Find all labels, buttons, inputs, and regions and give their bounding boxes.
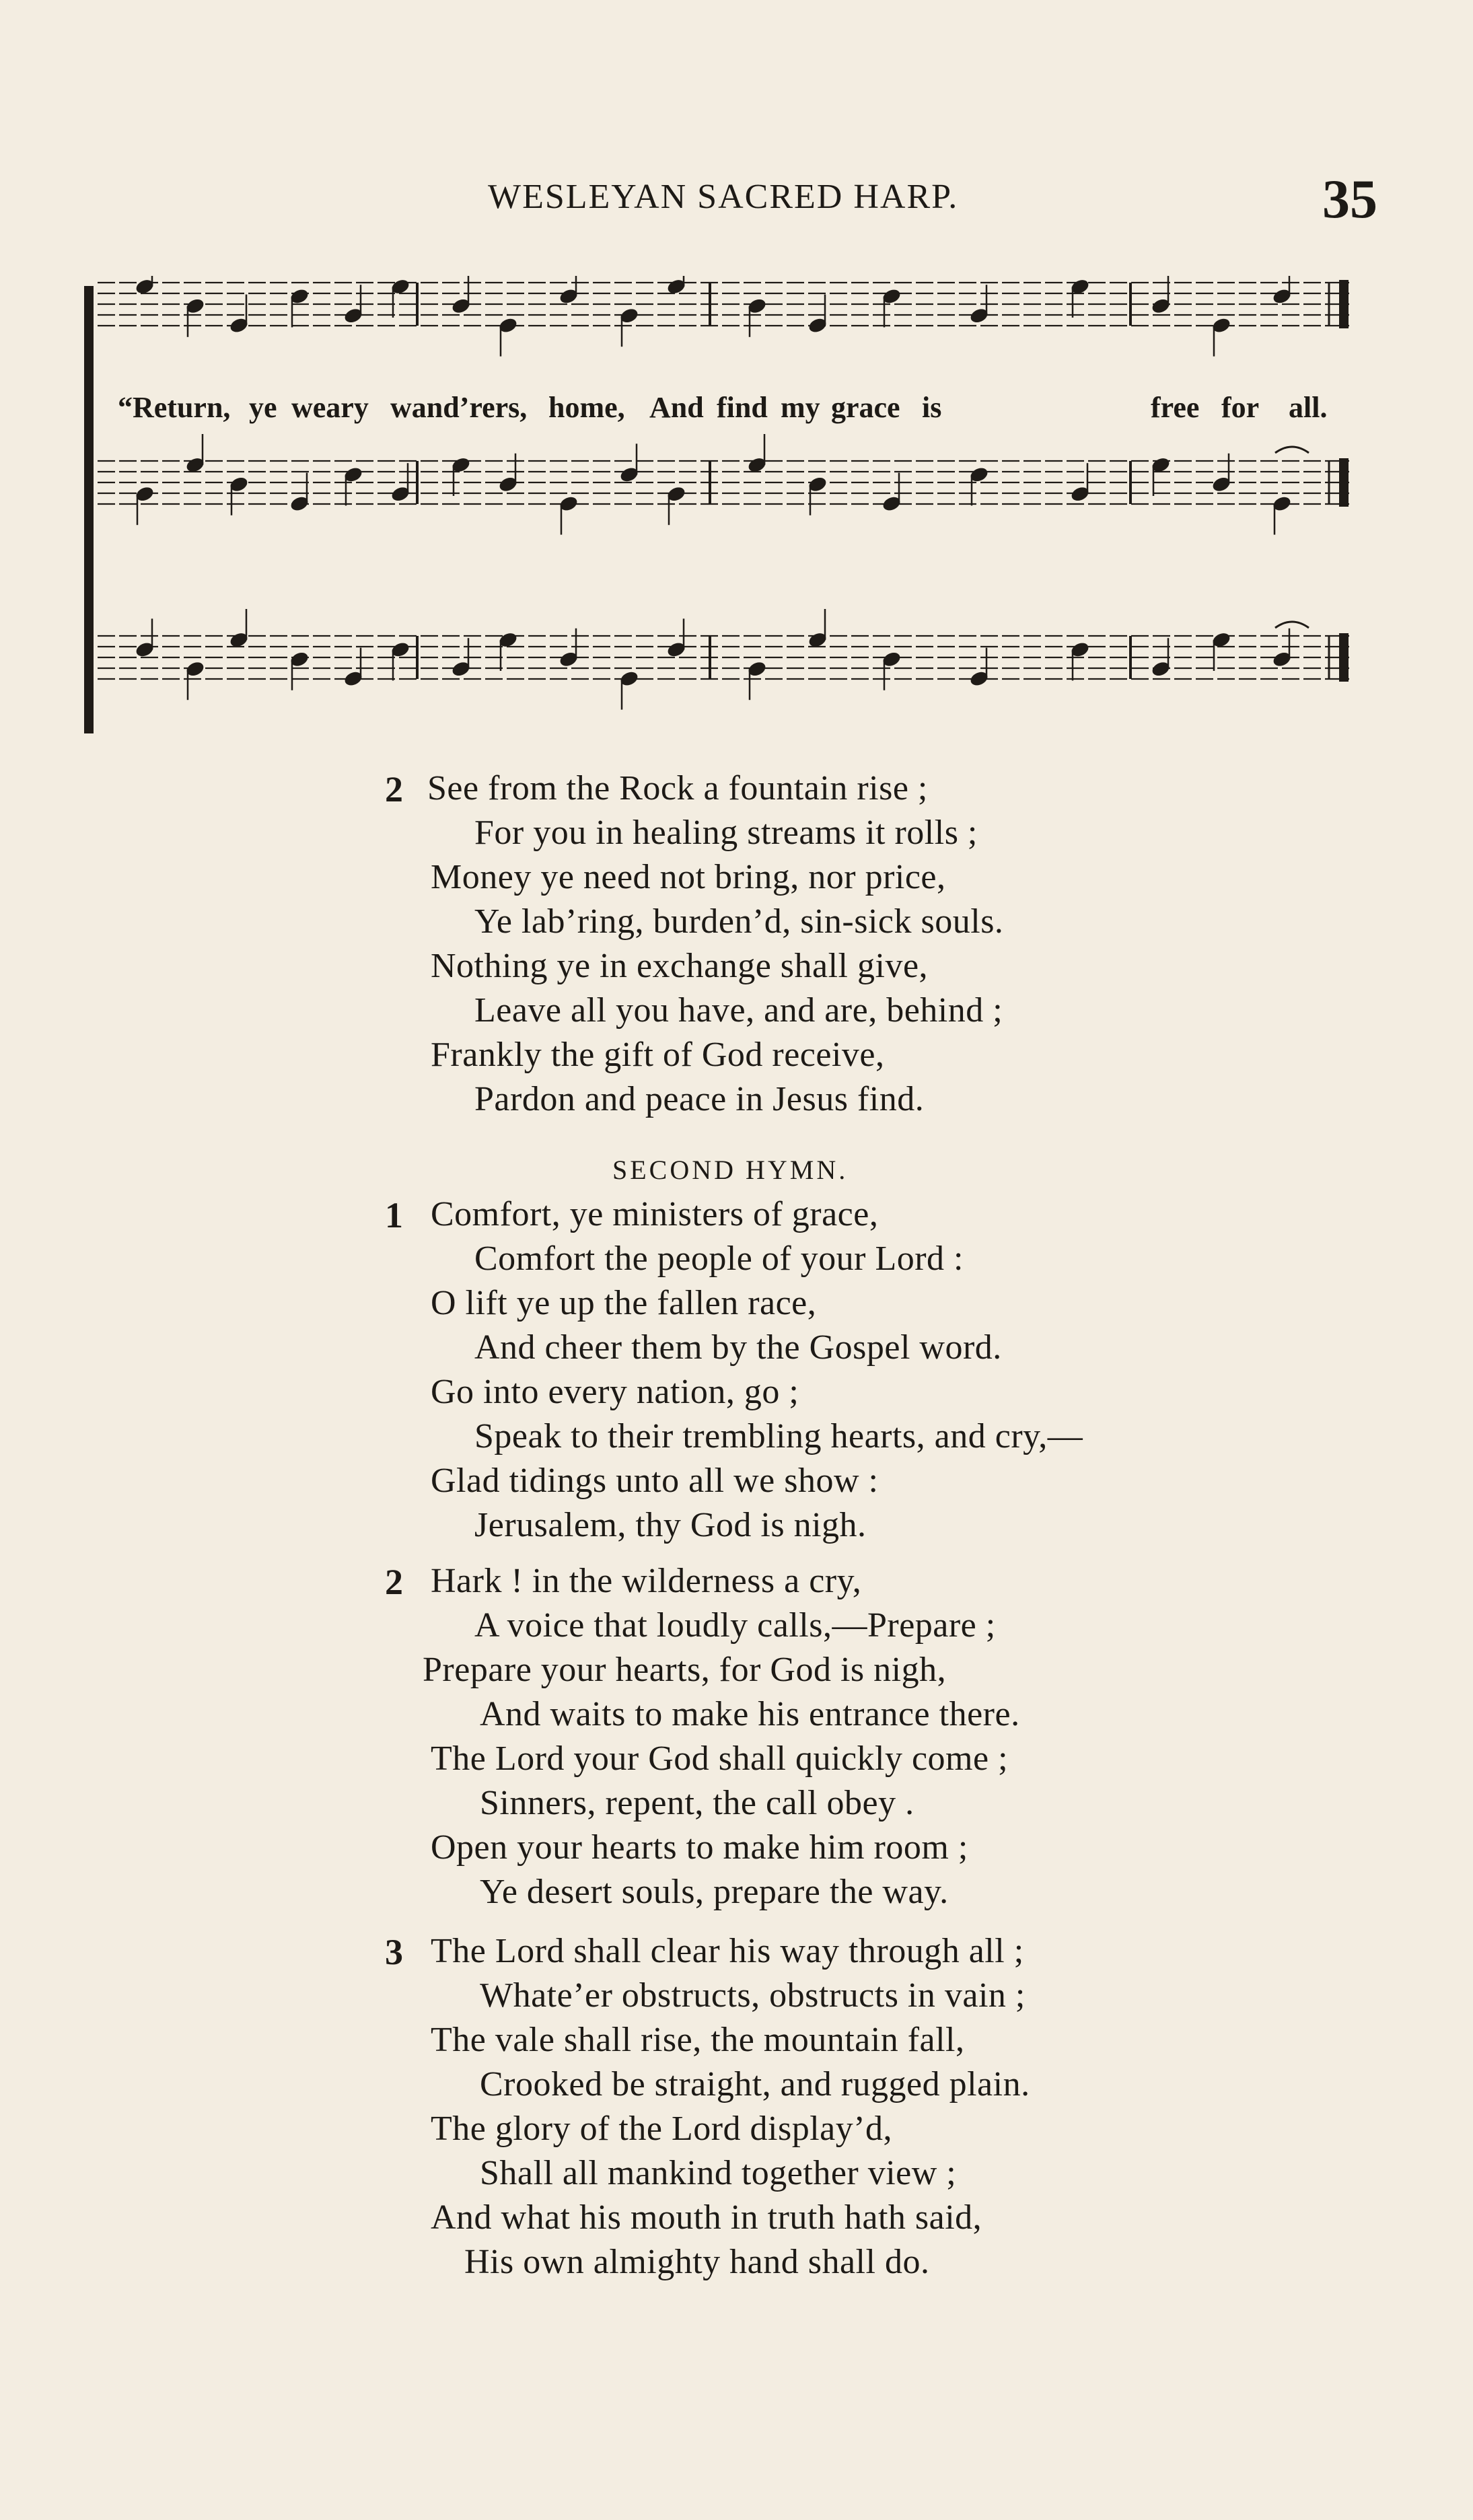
verse-line: O lift ye up the fallen race, [431,1284,817,1322]
final-bar [1339,633,1349,682]
verse-line: Money ye need not bring, nor price, [431,858,946,896]
verse-line: Whate’er obstructs, obstructs in vain ; [480,1976,1026,2015]
verse-line: And cheer them by the Gospel word. [474,1328,1002,1367]
verse-line: The Lord your God shall quickly come ; [431,1739,1009,1778]
running-title: WESLEYAN SACRED HARP. [488,178,959,216]
verse-line: Comfort the people of your Lord : [474,1239,964,1278]
verse-line: Shall all mankind together view ; [480,2154,957,2192]
verse-line: Sinners, repent, the call obey . [480,1784,914,1822]
lyric-word: grace [831,391,900,424]
page-number: 35 [1322,168,1377,229]
verse-line: Speak to their trembling hearts, and cry,— [474,1417,1083,1455]
verse-line: Pardon and peace in Jesus find. [474,1080,925,1118]
verse-line: A voice that loudly calls,—Prepare ; [474,1606,996,1645]
page-header [0,165,1473,232]
stanza-number: 3 [385,1932,403,1972]
verse-line: The vale shall rise, the mountain fall, [431,2021,965,2059]
system-brace [84,286,94,733]
verse-line: Hark ! in the wilderness a cry, [431,1562,862,1600]
score-staves [84,276,1396,733]
verse-line: The Lord shall clear his way through all ; [431,1932,1024,1970]
verse-line: The glory of the Lord display’d, [431,2110,893,2148]
music-score [84,276,1396,733]
lyric-word: all. [1289,391,1328,424]
lyric-word: is [922,391,942,424]
verse-line: His own almighty hand shall do. [464,2243,930,2281]
fermata [1275,447,1309,453]
lyric-word: for [1221,391,1260,424]
lyric-word: free [1151,391,1200,424]
verse-line: Leave all you have, and are, behind ; [474,991,1003,1030]
verse-line: Ye desert souls, prepare the way. [480,1873,949,1911]
final-bar [1339,280,1349,328]
lyric-word: find [717,391,768,424]
stanza-number: 1 [385,1195,403,1235]
verse-line: Frankly the gift of God receive, [431,1036,885,1074]
lyric-word: “Return, [118,391,231,424]
lyric-word: weary [291,391,369,424]
stanza-number: 2 [385,1562,403,1602]
lyric-word: my [781,391,820,424]
lyric-word: wand’rers, [390,391,528,424]
lyric-word: And [649,391,704,424]
verse-line: Go into every nation, go ; [431,1373,799,1411]
verse-line: Open your hearts to make him room ; [431,1828,968,1867]
lyric-word: ye [249,391,277,424]
verse-line: Crooked be straight, and rugged plain. [480,2065,1030,2103]
section-heading: SECOND HYMN. [612,1155,849,1185]
final-bar [1339,458,1349,507]
fermata [1275,622,1309,628]
verse-line: Glad tidings unto all we show : [431,1462,879,1500]
verse-line: And waits to make his entrance there. [480,1695,1020,1733]
verse-line: Jerusalem, thy God is nigh. [474,1506,867,1544]
verse-line: See from the Rock a fountain rise ; [427,769,928,807]
verse-line: And what his mouth in truth hath said, [431,2198,982,2237]
lyric-word: home, [548,391,625,424]
verse-line: Comfort, ye ministers of grace, [431,1195,879,1233]
verse-line: For you in healing streams it rolls ; [474,814,978,852]
stanza-number: 2 [385,769,403,809]
verse-line: Ye lab’ring, burden’d, sin-sick souls. [474,902,1004,941]
verse-line: Nothing ye in exchange shall give, [431,947,929,985]
verse-line: Prepare your hearts, for God is nigh, [423,1651,947,1689]
